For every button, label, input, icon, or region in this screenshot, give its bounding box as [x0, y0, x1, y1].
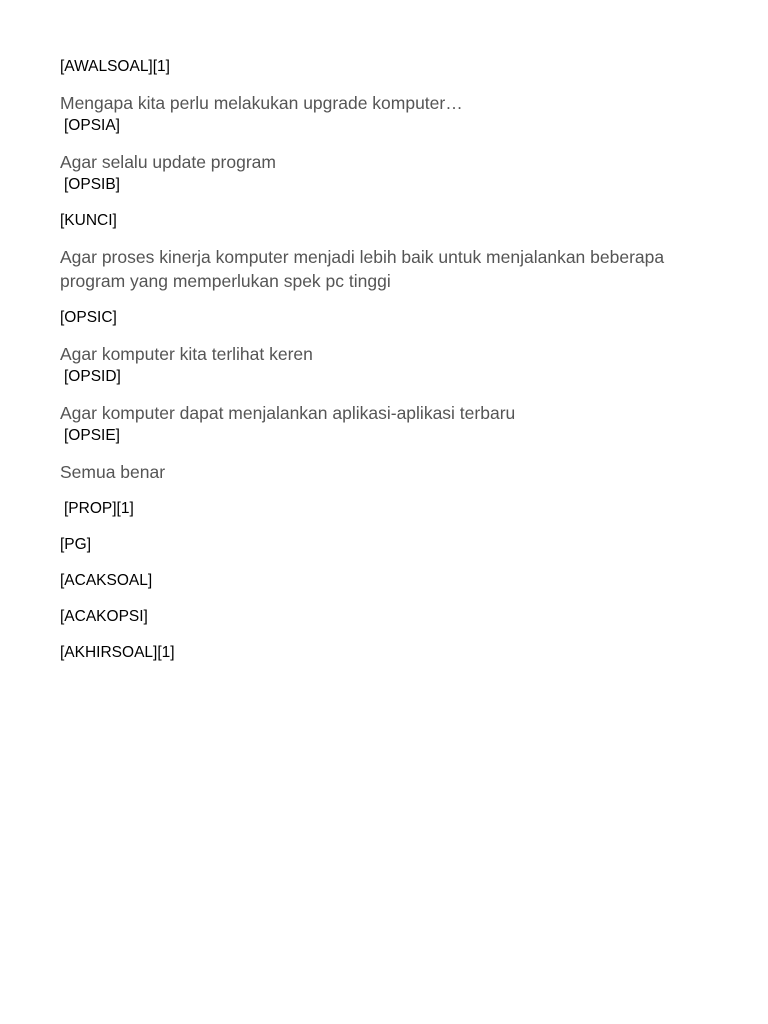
tag-akhirsoal: [AKHIRSOAL][1]: [60, 644, 175, 661]
tag-acakopsi: [ACAKOPSI]: [60, 608, 148, 625]
option-c-text: Agar komputer kita terlihat keren: [60, 344, 313, 364]
option-b-text: Agar proses kinerja komputer menjadi lebih baik untuk menjalankan beberapa program yang memperlukan spek pc tinggi: [60, 247, 665, 291]
option-d-text: Agar komputer dapat menjalankan aplikasi-aplikasi terbaru: [60, 403, 516, 423]
option-e-text: Semua benar: [60, 462, 166, 482]
tag-acaksoal: [ACAKSOAL]: [60, 572, 153, 589]
document-body: [60, 56, 710, 664]
tag-kunci: [KUNCI]: [60, 212, 117, 229]
question-text: Mengapa kita perlu melakukan upgrade komputer…: [60, 93, 463, 113]
tag-awalsoal: [AWALSOAL][1]: [60, 58, 170, 75]
tag-opsie: [OPSIE]: [64, 427, 120, 444]
tag-prop: [PROP][1]: [64, 500, 134, 517]
tag-opsia: [OPSIA]: [64, 117, 120, 134]
tag-pg: [PG]: [60, 536, 92, 553]
option-a-text: Agar selalu update program: [60, 152, 276, 172]
tag-opsid: [OPSID]: [64, 368, 121, 385]
tag-opsic: [OPSIC]: [60, 309, 117, 326]
tag-opsib: [OPSIB]: [64, 176, 120, 193]
